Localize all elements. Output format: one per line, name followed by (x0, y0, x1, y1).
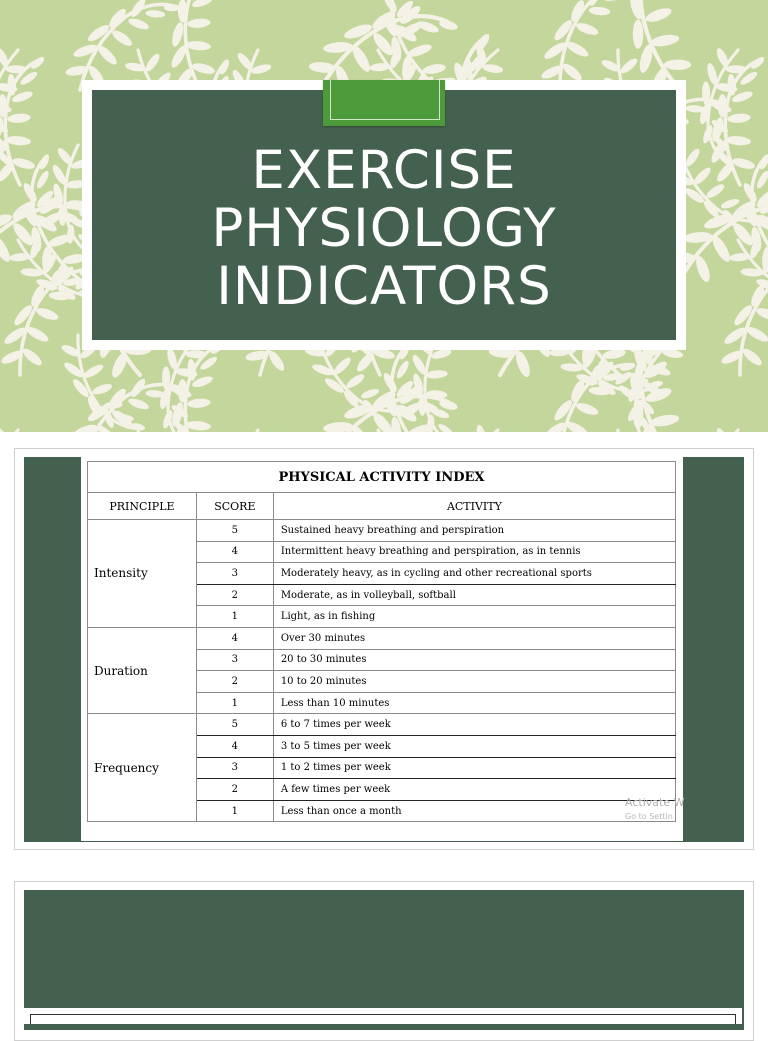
principle-intensity: Intensity (88, 520, 197, 628)
activate-windows-watermark: Activate W (625, 796, 685, 809)
title-line-2: PHYSIOLOGY (211, 198, 557, 259)
score-cell: 4 (196, 735, 273, 757)
activity-cell: Less than once a month (273, 800, 675, 822)
activity-cell: Sustained heavy breathing and perspiration (273, 520, 675, 542)
score-cell: 3 (196, 563, 273, 585)
principle-frequency: Frequency (88, 714, 197, 822)
score-cell: 1 (196, 692, 273, 714)
score-cell: 1 (196, 606, 273, 628)
activity-cell: A few times per week (273, 779, 675, 801)
activity-cell: 6 to 7 times per week (273, 714, 675, 736)
table-row (88, 627, 676, 649)
leaf-frond (0, 419, 62, 432)
accent-tab-outline (330, 80, 440, 120)
table-title: PHYSICAL ACTIVITY INDEX (88, 462, 676, 493)
leaf-frond (210, 425, 307, 432)
activity-cell: 10 to 20 minutes (273, 671, 675, 693)
title-line-3: INDICATORS (216, 256, 552, 317)
score-cell: 3 (196, 757, 273, 779)
score-cell: 4 (196, 541, 273, 563)
activity-cell: Intermittent heavy breathing and perspiration, as in tennis (273, 541, 675, 563)
activity-index-document (81, 455, 683, 841)
header-activity: ACTIVITY (273, 493, 675, 520)
score-cell: 5 (196, 714, 273, 736)
next-slide-table-edge (30, 1014, 736, 1024)
score-cell: 2 (196, 584, 273, 606)
score-cell: 3 (196, 649, 273, 671)
activity-cell: Light, as in fishing (273, 606, 675, 628)
score-cell: 5 (196, 520, 273, 542)
score-cell: 4 (196, 627, 273, 649)
header-principle: PRINCIPLE (88, 493, 197, 520)
title-slide (0, 0, 768, 432)
physical-activity-index-table (87, 461, 676, 822)
activity-cell: 3 to 5 times per week (273, 735, 675, 757)
header-score: SCORE (196, 493, 273, 520)
settings-watermark: Go to Settin (625, 812, 673, 821)
activity-cell: Moderate, as in volleyball, softball (273, 584, 675, 606)
activity-cell: 20 to 30 minutes (273, 649, 675, 671)
leaf-frond (666, 419, 768, 432)
activity-cell: Moderately heavy, as in cycling and other recreational sports (273, 563, 675, 585)
activity-cell: Less than 10 minutes (273, 692, 675, 714)
score-cell: 1 (196, 800, 273, 822)
score-cell: 2 (196, 671, 273, 693)
table-row (88, 714, 676, 736)
title-line-1: EXERCISE (251, 140, 517, 201)
score-cell: 2 (196, 779, 273, 801)
table-row (88, 520, 676, 542)
activity-cell: Over 30 minutes (273, 627, 675, 649)
principle-duration: Duration (88, 627, 197, 713)
activity-cell: 1 to 2 times per week (273, 757, 675, 779)
slide-title (92, 142, 676, 316)
